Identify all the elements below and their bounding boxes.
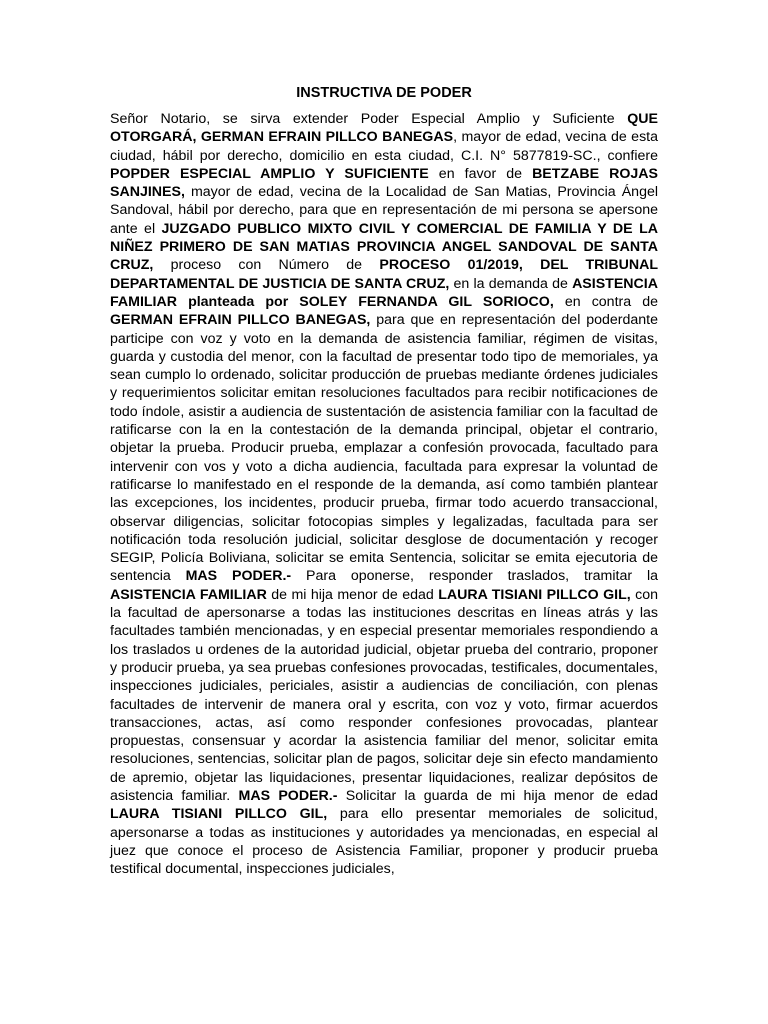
text-run: Para oponerse, responder traslados, tramitar la [291, 568, 658, 585]
bold-text-run: BETZABE ROJAS SANJINES, [110, 165, 658, 201]
text-run: proceso con Número de [153, 257, 380, 274]
bold-text-run: MAS PODER.- [238, 787, 338, 804]
text-run: Señor Notario, se sirva extender Poder Especial Amplio y Suficiente [110, 111, 628, 127]
text-run: , mayor de edad, vecina de esta ciudad, hábil por derecho, domicilio en esta ciudad, C.I. N° 5877819-SC., confiere [110, 129, 658, 164]
bold-text-run: QUE OTORGARÁ, GERMAN EFRAIN PILLCO BANEGAS [110, 111, 658, 146]
text-run: Solicitar la guarda de mi hija menor de edad [337, 787, 658, 804]
text-run: en contra de [553, 293, 658, 310]
bold-text-run: LAURA TISIANI PILLCO GIL, [110, 806, 328, 823]
document-body-paragraph [110, 110, 658, 878]
text-run: para que en representación del poderdante participe con voz y voto en la demanda de asistencia familiar, régimen de visitas, guarda y custodia del menor, con la facultad de presentar todo tipo de memoriales, ya sean cumplo lo ordenado, solicitar producción de pruebas mediante órdenes judiciales y requerimientos solicitar emitan resoluciones facultados para recibir notificaciones de todo índole, asistir a audiencia de sustentación de asistencia familiar con la facultad de ratificarse con la en la contestación de la demanda principal, objetar el contrario, objetar la prueba. Producir prueba, emplazar a confesión provocada, facultado para intervenir con vos y voto a dicha audiencia, facultada para expresar la voluntad de ratificarse lo manifestado en el responde de la demanda, así como también plantear las excepciones, los incidentes, producir prueba, firmar todo acuerdo transaccional, observar diligencias, solicitar fotocopias simples y legalizadas, facultada para ser notificación toda resolución judicial, solicitar desglose de documentación y recoger SEGIP, Policía Boliviana, solicitar se emita Sentencia, solicitar se emita ejecutoria de sentencia [110, 312, 659, 585]
bold-text-run: PROCESO 01/2019, DEL TRIBUNAL DEPARTAMENTAL DE JUSTICIA DE SANTA CRUZ, [110, 257, 658, 292]
bold-text-run: GERMAN EFRAIN PILLCO BANEGAS, [110, 312, 371, 329]
bold-text-run: POPDER ESPECIAL AMPLIO Y SUFICIENTE [110, 165, 429, 182]
text-run: mayor de edad, vecina de la Localidad de San Matias, Provincia Ángel Sandoval, hábil por derecho, para que en representación de mi persona se apersone ante el [110, 184, 658, 237]
text-run: para ello presentar memoriales de solicitud, apersonarse a todas as instituciones y autoridades ya mencionadas, en especial al juez que conoce el proceso de Asistencia Familiar, proponer y producir prueba testifical documental, inspecciones judiciales, [110, 806, 659, 878]
text-run: en favor de [428, 165, 533, 182]
text-run: de mi hija menor de edad [266, 586, 439, 603]
bold-text-run: LAURA TISIANI PILLCO GIL, [438, 586, 631, 603]
bold-text-run: JUZGADO PUBLICO MIXTO CIVIL Y COMERCIAL DE FAMILIA Y DE LA NIÑEZ PRIMERO DE SAN MATIAS PROVINCIA ANGEL SANDOVAL DE SANTA CRUZ, [110, 220, 658, 274]
bold-text-run: ASISTENCIA FAMILIAR planteada por SOLEY FERNANDA GIL SORIOCO, [110, 275, 658, 310]
bold-text-run: ASISTENCIA FAMILIAR [110, 586, 267, 603]
text-run: en la demanda de [449, 275, 573, 292]
bold-text-run: MAS PODER.- [185, 568, 292, 585]
text-run: con la facultad de apersonarse a todas las instituciones descritas en líneas atrás y las facultades también mencionadas, y en especial presentar memoriales respondiendo a los traslados u ordenes de la autoridad judicial, objetar prueba del contrario, proponer y producir prueba, ya sea pruebas confesiones provocadas, testificales, documentales, inspecciones judiciales, periciales, asistir a audiencias de conciliación, con plenas facultades de intervenir de manera oral y escrita, con voz y voto, firmar acuerdos transacciones, actas, así como responder confesiones provocadas, plantear propuestas, consensuar y acordar la asistencia familiar del menor, solicitar emita resoluciones, sentencias, solicitar plan de pagos, solicitar deje sin efecto mandamiento de apremio, objetar las liquidaciones, presentar liquidaciones, realizar depósitos de asistencia familiar. [110, 586, 658, 804]
document-title: INSTRUCTIVA DE PODER [296, 85, 472, 101]
